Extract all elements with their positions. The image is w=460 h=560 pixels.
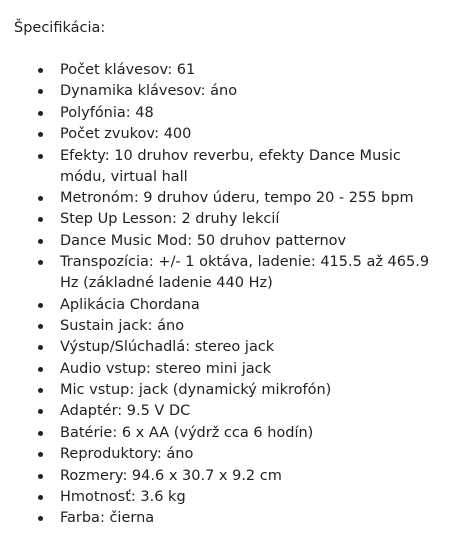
spec-item-text: Audio vstup: stereo mini jack xyxy=(60,360,272,377)
bullet-icon xyxy=(38,132,43,137)
spec-item-text: Transpozícia: +/- 1 oktáva, ladenie: 415.5 až 465.9 Hz (základné ladenie 440 Hz) xyxy=(60,254,430,292)
bullet-icon xyxy=(38,89,43,94)
spec-list-item xyxy=(14,295,446,316)
spec-list-item xyxy=(14,359,446,380)
bullet-icon xyxy=(38,217,43,222)
spec-list-item xyxy=(14,124,446,145)
specifications-list xyxy=(14,60,446,529)
spec-item-text: Step Up Lesson: 2 druhy lekcií xyxy=(60,211,280,228)
bullet-icon xyxy=(38,367,43,372)
bullet-icon xyxy=(38,111,43,116)
spec-list-item xyxy=(14,444,446,465)
spec-item-text: Dance Music Mod: 50 druhov patternov xyxy=(60,232,347,249)
spec-list-item xyxy=(14,508,446,529)
spec-list-item xyxy=(14,423,446,444)
specifications-heading: Špecifikácia: xyxy=(14,20,106,36)
bullet-icon xyxy=(38,495,43,500)
spec-item-text: Výstup/Slúchadlá: stereo jack xyxy=(60,339,275,356)
bullet-icon xyxy=(38,431,43,436)
spec-list-item xyxy=(14,466,446,487)
spec-list-item xyxy=(14,146,446,188)
spec-item-text: Rozmery: 94.6 x 30.7 x 9.2 cm xyxy=(60,467,282,484)
spec-item-text: Polyfónia: 48 xyxy=(60,104,154,121)
spec-list-item xyxy=(14,401,446,422)
spec-list-item xyxy=(14,81,446,102)
spec-item-text: Hmotnosť: 3.6 kg xyxy=(60,489,186,506)
spec-item-text: Počet zvukov: 400 xyxy=(60,126,192,143)
spec-item-text: Dynamika klávesov: áno xyxy=(60,83,238,100)
spec-list-item xyxy=(14,103,446,124)
spec-item-text: Farba: čierna xyxy=(60,510,155,527)
bullet-icon xyxy=(38,452,43,457)
spec-list-item xyxy=(14,316,446,337)
bullet-icon xyxy=(38,409,43,414)
spec-item-text: Mic vstup: jack (dynamický mikrofón) xyxy=(60,382,332,399)
spec-list-item xyxy=(14,380,446,401)
spec-item-text: Batérie: 6 x AA (výdrž cca 6 hodín) xyxy=(60,424,314,441)
spec-list-item xyxy=(14,209,446,230)
bullet-icon xyxy=(38,239,43,244)
spec-list-item xyxy=(14,231,446,252)
spec-item-text: Adaptér: 9.5 V DC xyxy=(60,403,191,420)
bullet-icon xyxy=(38,474,43,479)
spec-list-item xyxy=(14,252,446,294)
spec-item-text: Efekty: 10 druhov reverbu, efekty Dance Music módu, virtual hall xyxy=(60,147,401,185)
spec-list-item xyxy=(14,60,446,81)
bullet-icon xyxy=(38,303,43,308)
spec-list-item xyxy=(14,188,446,209)
spec-item-text: Reproduktory: áno xyxy=(60,446,194,463)
bullet-icon xyxy=(38,345,43,350)
spec-item-text: Počet klávesov: 61 xyxy=(60,62,196,78)
bullet-icon xyxy=(38,68,43,73)
spec-list-item xyxy=(14,487,446,508)
bullet-icon xyxy=(38,388,43,393)
bullet-icon xyxy=(38,516,43,521)
spec-item-text: Aplikácia Chordana xyxy=(60,296,200,313)
spec-item-text: Metronóm: 9 druhov úderu, tempo 20 - 255 bpm xyxy=(60,189,414,206)
spec-item-text: Sustain jack: áno xyxy=(60,317,185,334)
bullet-icon xyxy=(38,260,43,265)
spec-list-item xyxy=(14,337,446,358)
bullet-icon xyxy=(38,324,43,329)
bullet-icon xyxy=(38,196,43,201)
bullet-icon xyxy=(38,154,43,159)
